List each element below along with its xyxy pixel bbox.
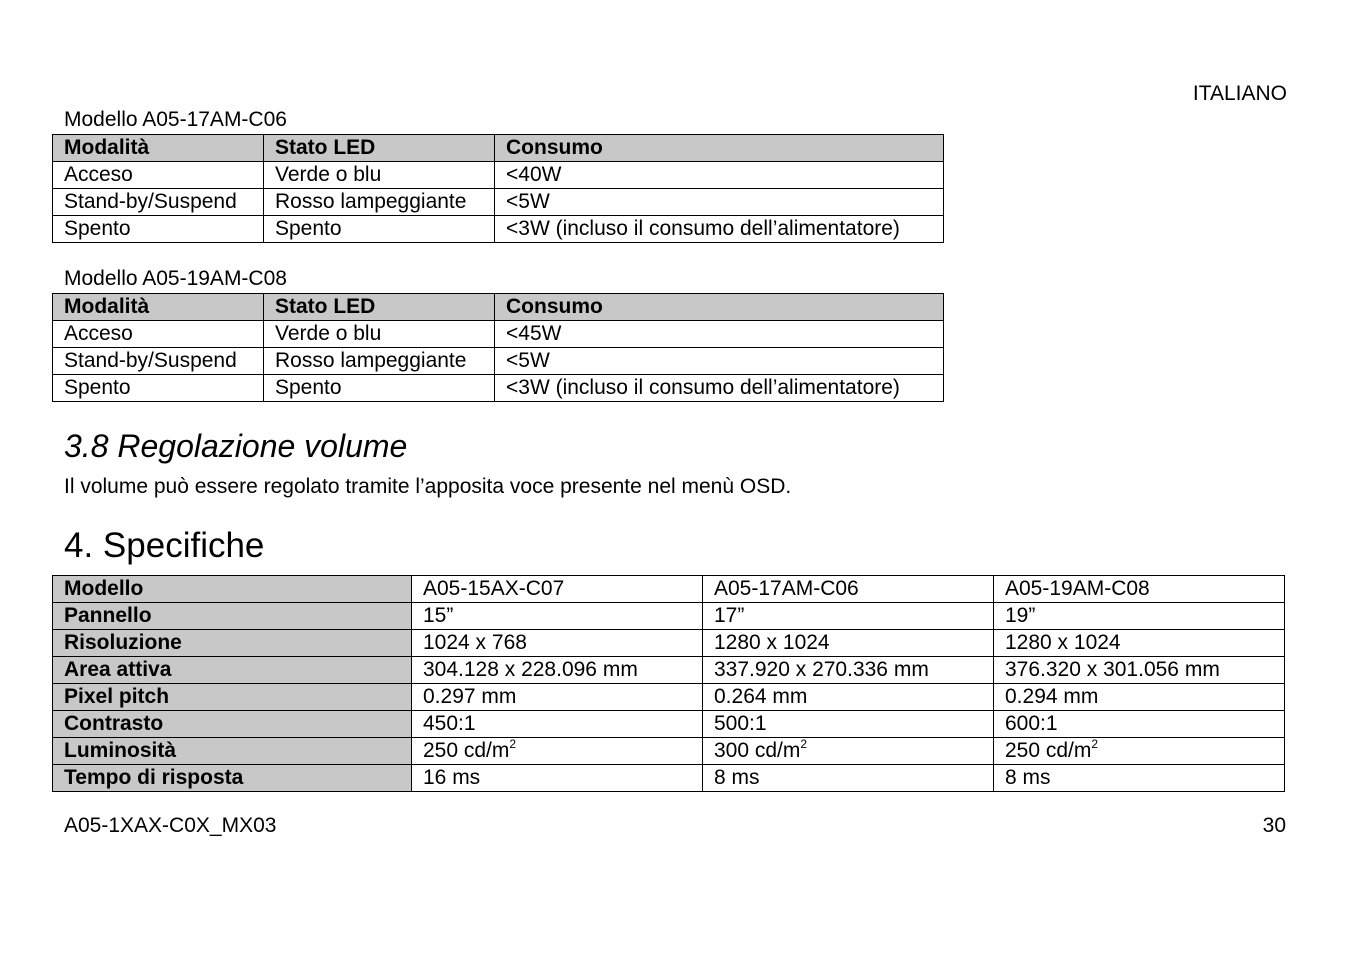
table-cell: 8 ms xyxy=(703,765,994,792)
table-cell: 1024 x 768 xyxy=(412,630,703,657)
table-cell: 304.128 x 228.096 mm xyxy=(412,657,703,684)
table-row xyxy=(53,348,944,375)
section-heading-volume: 3.8 Regolazione volume xyxy=(64,428,408,464)
table-cell: Spento xyxy=(264,375,495,402)
table-cell: Rosso lampeggiante xyxy=(264,189,495,216)
table-row xyxy=(53,684,1285,711)
row-header: Pannello xyxy=(53,603,412,630)
table-cell: 0.297 mm xyxy=(412,684,703,711)
table-cell: 600:1 xyxy=(994,711,1285,738)
row-header: Modello xyxy=(53,576,412,603)
row-header: Contrasto xyxy=(53,711,412,738)
table-cell: 16 ms xyxy=(412,765,703,792)
footer-page-number: 30 xyxy=(1262,814,1286,837)
power-table-19 xyxy=(52,293,944,402)
table-row xyxy=(53,162,944,189)
row-header: Pixel pitch xyxy=(53,684,412,711)
cell-text: 250 cd/m xyxy=(1005,739,1092,762)
cell-text: 300 cd/m xyxy=(714,739,801,762)
table-cell: 1280 x 1024 xyxy=(703,630,994,657)
table-cell: <40W xyxy=(495,162,944,189)
header-cell: Consumo xyxy=(495,294,944,321)
table-cell: Spento xyxy=(53,216,264,243)
table-row xyxy=(53,711,1285,738)
table-cell: <5W xyxy=(495,348,944,375)
table-cell: A05-15AX-C07 xyxy=(412,576,703,603)
row-header: Area attiva xyxy=(53,657,412,684)
table-row xyxy=(53,189,944,216)
table1-caption: Modello A05-17AM-C06 xyxy=(64,108,287,131)
table-cell: Acceso xyxy=(53,162,264,189)
header-cell: Stato LED xyxy=(264,135,495,162)
table-cell: 19” xyxy=(994,603,1285,630)
row-header: Tempo di risposta xyxy=(53,765,412,792)
table-row xyxy=(53,738,1285,765)
header-cell: Stato LED xyxy=(264,294,495,321)
table-cell: Rosso lampeggiante xyxy=(264,348,495,375)
header-cell: Modalità xyxy=(53,294,264,321)
table-header-row xyxy=(53,294,944,321)
table-cell: Verde o blu xyxy=(264,321,495,348)
volume-paragraph: Il volume può essere regolato tramite l’apposita voce presente nel menù OSD. xyxy=(64,475,792,498)
table-cell: Verde o blu xyxy=(264,162,495,189)
table2-caption: Modello A05-19AM-C08 xyxy=(64,267,287,290)
table-cell: A05-17AM-C06 xyxy=(703,576,994,603)
table-cell: A05-19AM-C08 xyxy=(994,576,1285,603)
table-cell: 500:1 xyxy=(703,711,994,738)
table-cell: 337.920 x 270.336 mm xyxy=(703,657,994,684)
footer-doc-code: A05-1XAX-C0X_MX03 xyxy=(64,814,277,837)
table-cell: Acceso xyxy=(53,321,264,348)
row-header: Luminosità xyxy=(53,738,412,765)
table-cell: 0.264 mm xyxy=(703,684,994,711)
table-cell xyxy=(412,738,703,765)
table-cell: 17” xyxy=(703,603,994,630)
table-row xyxy=(53,576,1285,603)
superscript: 2 xyxy=(1091,737,1099,751)
specs-table xyxy=(52,575,1285,792)
cell-text: 250 cd/m xyxy=(423,739,510,762)
table-row xyxy=(53,765,1285,792)
superscript: 2 xyxy=(509,737,517,751)
table-cell: 450:1 xyxy=(412,711,703,738)
table-cell: <3W (incluso il consumo dell’alimentatore) xyxy=(495,216,944,243)
table-cell: 1280 x 1024 xyxy=(994,630,1285,657)
table-row xyxy=(53,630,1285,657)
table-cell: Spento xyxy=(53,375,264,402)
table-cell: 15” xyxy=(412,603,703,630)
table-cell: <3W (incluso il consumo dell’alimentatore) xyxy=(495,375,944,402)
table-row xyxy=(53,657,1285,684)
table-cell: 0.294 mm xyxy=(994,684,1285,711)
table-row xyxy=(53,603,1285,630)
row-header: Risoluzione xyxy=(53,630,412,657)
table-cell: <5W xyxy=(495,189,944,216)
table-cell: Stand-by/Suspend xyxy=(53,348,264,375)
table-row xyxy=(53,375,944,402)
section-heading-specs: 4. Specifiche xyxy=(64,526,265,565)
header-cell: Consumo xyxy=(495,135,944,162)
table-row xyxy=(53,216,944,243)
table-cell: Spento xyxy=(264,216,495,243)
table-cell xyxy=(994,738,1285,765)
power-table-17 xyxy=(52,134,944,243)
table-cell: Stand-by/Suspend xyxy=(53,189,264,216)
language-label: ITALIANO xyxy=(1192,82,1287,105)
table-cell xyxy=(703,738,994,765)
table-row xyxy=(53,321,944,348)
header-cell: Modalità xyxy=(53,135,264,162)
table-cell: 8 ms xyxy=(994,765,1285,792)
superscript: 2 xyxy=(800,737,808,751)
table-header-row xyxy=(53,135,944,162)
table-cell: 376.320 x 301.056 mm xyxy=(994,657,1285,684)
table-cell: <45W xyxy=(495,321,944,348)
